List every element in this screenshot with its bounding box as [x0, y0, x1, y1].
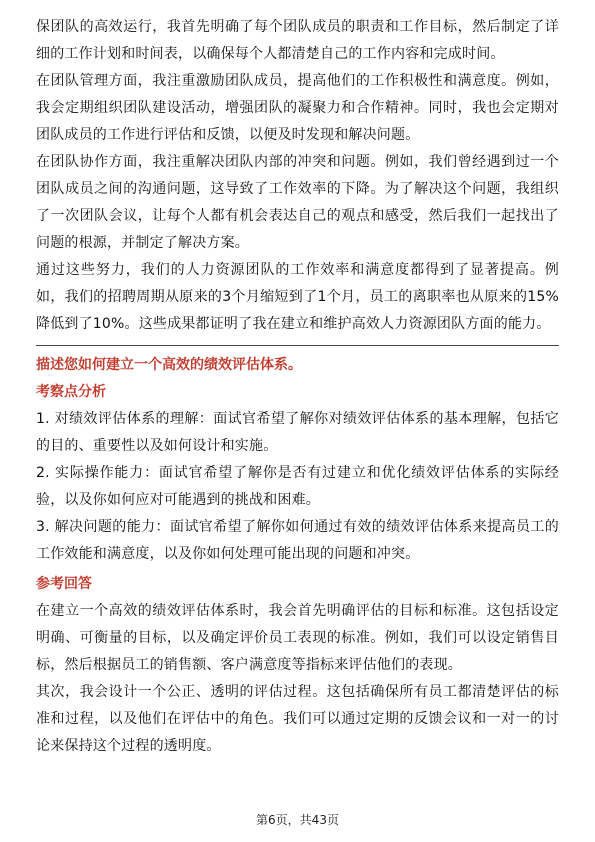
answer-heading: 参考回答: [36, 576, 92, 592]
section-divider: [36, 345, 559, 346]
answer-paragraph-1: 在建立一个高效的绩效评估体系时，我会首先明确评估的目标和标准。这包括设定明确、可衡量的目标，以及确定评价员工表现的标准。例如，我们可以设定销售目标，然后根据员工的销售额、客户满意度等指标来评估他们的表现。: [36, 603, 559, 673]
document-page: [36, 14, 559, 760]
analysis-item-1: 1. 对绩效评估体系的理解：面试官希望了解你对绩效评估体系的基本理解，包括它的目的、重要性以及如何设计和实施。: [36, 411, 559, 454]
intro-paragraph-4: 通过这些努力，我们的人力资源团队的工作效率和满意度都得到了显著提高。例如，我们的招聘周期从原来的3个月缩短到了1个月，员工的离职率也从原来的15%降低到了10%。这些成果都证明了我在建立和维护高效人力资源团队方面的能力。: [36, 262, 559, 332]
question-title: 描述您如何建立一个高效的绩效评估体系。: [36, 357, 302, 373]
intro-paragraph-2: 在团队管理方面，我注重激励团队成员，提高他们的工作积极性和满意度。例如，我会定期组织团队建设活动，增强团队的凝聚力和合作精神。同时，我也会定期对团队成员的工作进行评估和反馈，以便及时发现和解决问题。: [36, 73, 559, 143]
intro-section: [36, 14, 559, 338]
analysis-item-3: 3. 解决问题的能力：面试官希望了解你如何通过有效的绩效评估体系来提高员工的工作效能和满意度，以及你如何处理可能出现的问题和冲突。: [36, 519, 559, 562]
analysis-item-2: 2. 实际操作能力：面试官希望了解你是否有过建立和优化绩效评估体系的实际经验，以及你如何应对可能遇到的挑战和困难。: [36, 465, 559, 508]
intro-paragraph-3: 在团队协作方面，我注重解决团队内部的冲突和问题。例如，我们曾经遇到过一个团队成员之间的沟通问题，这导致了工作效率的下降。为了解决这个问题，我组织了一次团队会议，让每个人都有机会表达自己的观点和感受，然后我们一起找出了问题的根源，并制定了解决方案。: [36, 154, 559, 251]
intro-paragraph-1: 保团队的高效运行，我首先明确了每个团队成员的职责和工作目标，然后制定了详细的工作计划和时间表，以确保每个人都清楚自己的工作内容和完成时间。: [36, 19, 559, 62]
analysis-heading: 考察点分析: [36, 384, 106, 400]
answer-paragraph-2: 其次，我会设计一个公正、透明的评估过程。这包括确保所有员工都清楚评估的标准和过程，以及他们在评估中的角色。我们可以通过定期的反馈会议和一对一的讨论来保持这个过程的透明度。: [36, 684, 559, 754]
page-number-footer: 第6页，共43页: [256, 813, 339, 827]
question-section: [36, 352, 559, 760]
